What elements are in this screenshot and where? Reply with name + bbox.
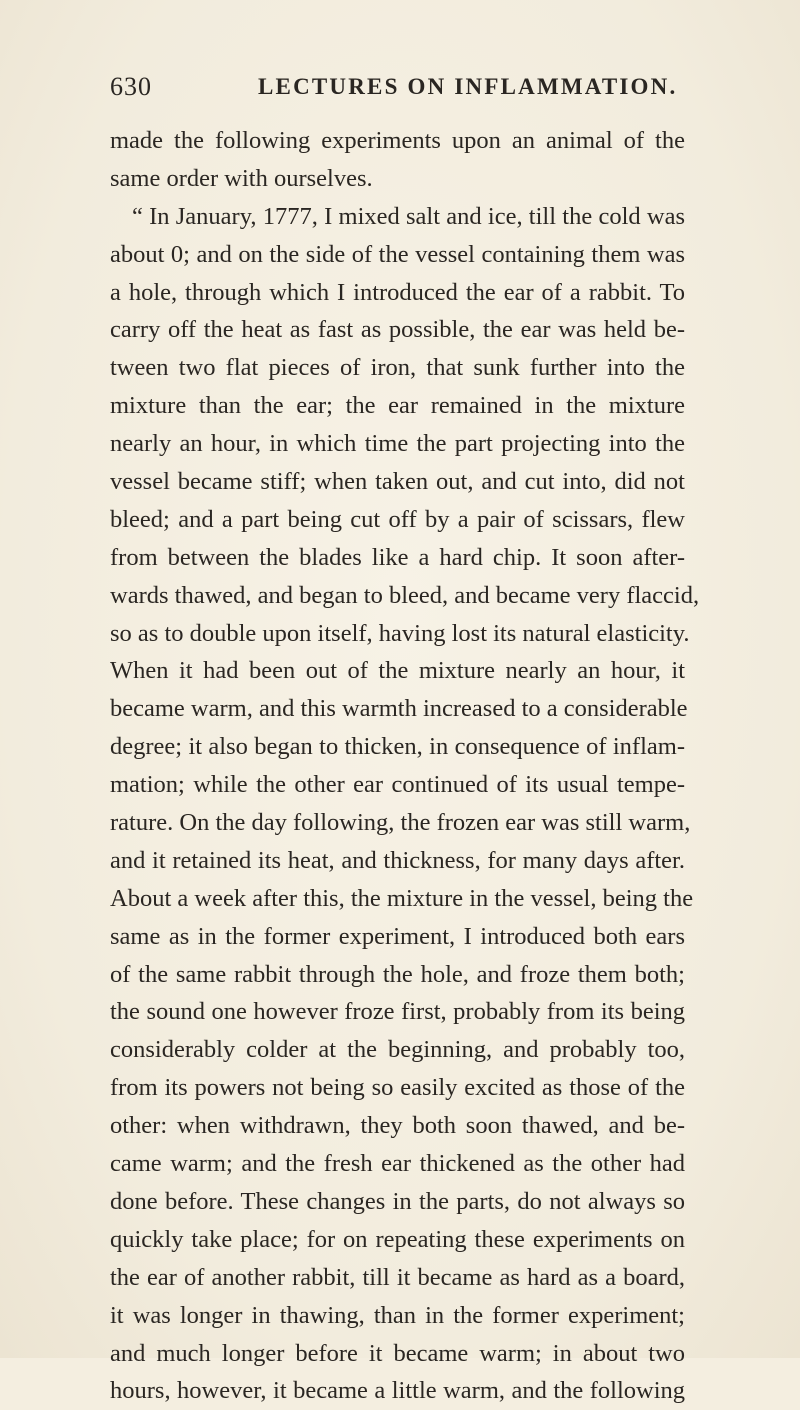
text-line: carry off the heat as fast as possible, the ear was held be- bbox=[110, 316, 685, 344]
text-line: of the same rabbit through the hole, and froze them both; bbox=[110, 960, 685, 988]
text-line: the sound one however froze first, probably from its being bbox=[110, 998, 685, 1026]
text-line: other: when withdrawn, they both soon thawed, and be- bbox=[110, 1112, 685, 1140]
body-text bbox=[110, 122, 700, 1410]
text-line: considerably colder at the beginning, and probably too, bbox=[110, 1036, 685, 1064]
text-line: degree; it also began to thicken, in consequence of inflam- bbox=[110, 733, 685, 761]
text-line: nearly an hour, in which time the part projecting into the bbox=[110, 430, 685, 458]
text-line: a hole, through which I introduced the ear of a rabbit. To bbox=[110, 278, 685, 306]
text-line: quickly take place; for on repeating these experiments on bbox=[110, 1225, 685, 1253]
page-number: 630 bbox=[110, 72, 152, 101]
text-line: from its powers not being so easily excited as those of the bbox=[110, 1074, 685, 1102]
text-line: About a week after this, the mixture in the vessel, being the bbox=[110, 884, 694, 912]
text-line: wards thawed, and began to bleed, and became very flaccid, bbox=[110, 581, 700, 609]
text-line: about 0; and on the side of the vessel containing them was bbox=[110, 240, 685, 268]
text-line: vessel became stiff; when taken out, and cut into, did not bbox=[110, 468, 685, 496]
text-line: so as to double upon itself, having lost its natural elasticity. bbox=[110, 619, 690, 647]
text-line: tween two flat pieces of iron, that sunk further into the bbox=[110, 354, 685, 382]
text-line: hours, however, it became a little warm, and the following bbox=[110, 1377, 685, 1405]
text-line: same order with ourselves. bbox=[110, 164, 373, 192]
text-line: it was longer in thawing, than in the former experiment; bbox=[110, 1301, 685, 1329]
text-line: mixture than the ear; the ear remained in the mixture bbox=[110, 392, 685, 420]
text-line: came warm; and the fresh ear thickened as the other had bbox=[110, 1150, 685, 1178]
text-line: rature. On the day following, the frozen ear was still warm, bbox=[110, 809, 691, 837]
text-line: bleed; and a part being cut off by a pair of scissars, flew bbox=[110, 505, 685, 533]
running-head: LECTURES ON INFLAMMATION. bbox=[258, 74, 678, 99]
text-line: “ In January, 1777, I mixed salt and ice, till the cold was bbox=[132, 202, 685, 230]
text-line: from between the blades like a hard chip. It soon after- bbox=[110, 543, 685, 571]
text-line: and it retained its heat, and thickness, for many days after. bbox=[110, 846, 685, 874]
text-line: same as in the former experiment, I introduced both ears bbox=[110, 922, 685, 950]
text-line: mation; while the other ear continued of its usual tempe- bbox=[110, 771, 685, 799]
text-line: When it had been out of the mixture nearly an hour, it bbox=[110, 657, 685, 685]
text-line: the ear of another rabbit, till it became as hard as a board, bbox=[110, 1263, 685, 1291]
text-line: made the following experiments upon an animal of the bbox=[110, 127, 685, 154]
page-header bbox=[110, 72, 690, 112]
text-line: became warm, and this warmth increased to a considerable bbox=[110, 695, 688, 723]
text-line: and much longer before it became warm; in about two bbox=[110, 1339, 685, 1367]
text-line: done before. These changes in the parts, do not always so bbox=[110, 1187, 685, 1215]
